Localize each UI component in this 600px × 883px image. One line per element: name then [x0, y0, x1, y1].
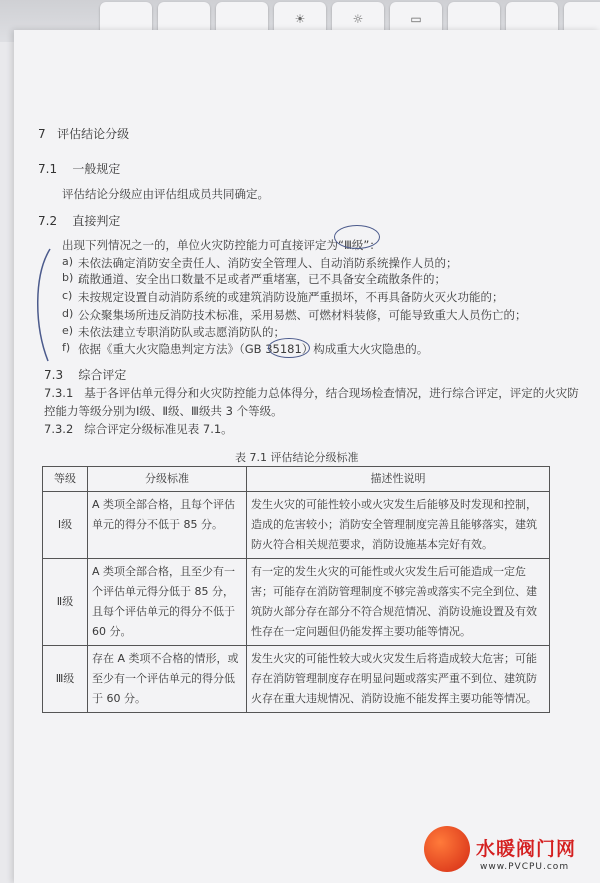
section-7-3-heading [44, 366, 126, 383]
grading-table [42, 466, 550, 713]
list-item-letter: c) [62, 289, 73, 302]
paragraph-line: 控能力等级分别为Ⅰ级、Ⅱ级、Ⅲ级共 3 个等级。 [44, 404, 283, 418]
section-title: 一般规定 [72, 162, 121, 176]
list-item-letter: b) [62, 271, 74, 284]
section-7-2-heading [38, 212, 120, 229]
handwritten-circle [268, 338, 310, 358]
list-item-letter: d) [62, 307, 74, 320]
paragraph-line: 综合评定分级标准见表 7.1。 [84, 422, 233, 436]
section-7-3-1 [44, 385, 579, 401]
description-cell: 有一定的发生火灾的可能性或火灾发生后可能造成一定危害；可能存在消防管理制度不够完善或落实不完全到位、建筑防火部分存在部分不符合规范情况、消防设施设置及有效性存在一定问题但仍能发挥主要功能等情况。 [247, 559, 550, 646]
list-item: 未按规定设置自动消防系统的或建筑消防设施严重损坏，不再具备防火灭火功能的； [78, 290, 504, 304]
section-number: 7.2 [38, 214, 58, 228]
standard-cell: 存在 A 类项不合格的情形，或至少有一个评估单元的得分低于 60 分。 [88, 646, 247, 713]
section-7-1-body: 评估结论分级应由评估组成员共同确定。 [62, 187, 269, 201]
section-number: 7.3 [44, 368, 64, 382]
table-row [43, 559, 550, 646]
brightness-up-icon: ☼ [332, 2, 384, 36]
handwritten-circle [334, 225, 380, 249]
list-item: 依据《重大火灾隐患判定方法》（GB 35181）构成重大火灾隐患的。 [78, 342, 429, 356]
table-row [43, 492, 550, 559]
list-item-letter: a) [62, 255, 74, 268]
description-cell: 发生火灾的可能性较大或火灾发生后将造成较大危害；可能存在消防管理制度存在明显问题或落实严重不到位、建筑防火存在重大违规情况、消防设施不能发挥主要功能等情况。 [247, 646, 550, 713]
section-number: 7.1 [38, 162, 58, 176]
watermark-name: 水暖阀门网 [476, 838, 577, 860]
section-title: 综合评定 [78, 368, 127, 382]
level-cell: Ⅰ级 [43, 492, 88, 559]
watermark-url: www.PVCPU.com [480, 862, 570, 872]
section-7-heading [38, 125, 129, 142]
table-header-row [43, 467, 550, 492]
standard-cell: A 类项全部合格，且至少有一个评估单元得分低于 85 分，且每个评估单元的得分不低于 60 分。 [88, 559, 247, 646]
section-number: 7.3.1 [44, 386, 74, 400]
list-item: 公众聚集场所违反消防技术标准，采用易燃、可燃材料装修，可能导致重大人员伤亡的； [78, 308, 527, 322]
section-number: 7.3.2 [44, 422, 74, 436]
list-item: 疏散通道、安全出口数量不足或者严重堵塞，已不具备安全疏散条件的； [78, 272, 446, 286]
column-header: 等级 [43, 467, 88, 492]
paragraph-line: 基于各评估单元得分和火灾防控能力总体得分，结合现场检查情况，进行综合评定，评定的火灾防 [84, 386, 579, 400]
display-key-icon: ▭ [390, 2, 442, 36]
level-cell: Ⅱ级 [43, 559, 88, 646]
column-header: 分级标准 [88, 467, 247, 492]
table-caption: 表 7.1 评估结论分级标准 [235, 451, 359, 464]
description-cell: 发生火灾的可能性较小或火灾发生后能够及时发现和控制，造成的危害较小；消防安全管理制度完善且能够落实，建筑防火符合相关规范要求，消防设施基本完好有效。 [247, 492, 550, 559]
section-7-1-heading [38, 160, 120, 177]
list-item-letter: e) [62, 324, 74, 337]
table-row [43, 646, 550, 713]
section-title: 评估结论分级 [57, 127, 130, 141]
section-7-2-intro: 出现下列情况之一的，单位火灾防控能力可直接评定为“Ⅲ级”： [62, 238, 381, 252]
section-7-3-2 [44, 421, 233, 437]
list-item-letter: f) [62, 341, 71, 354]
section-title: 直接判定 [72, 214, 121, 228]
section-number: 7 [38, 127, 46, 141]
handwritten-bracket [28, 245, 58, 365]
list-item: 未依法确定消防安全责任人、消防安全管理人、自动消防系统操作人员的； [78, 256, 458, 270]
brightness-down-icon: ☀ [274, 2, 326, 36]
watermark-logo-icon [424, 826, 470, 872]
list-item: 未依法建立专职消防队或志愿消防队的； [78, 325, 285, 339]
level-cell: Ⅲ级 [43, 646, 88, 713]
column-header: 描述性说明 [247, 467, 550, 492]
standard-cell: A 类项全部合格，且每个评估单元的得分不低于 85 分。 [88, 492, 247, 559]
